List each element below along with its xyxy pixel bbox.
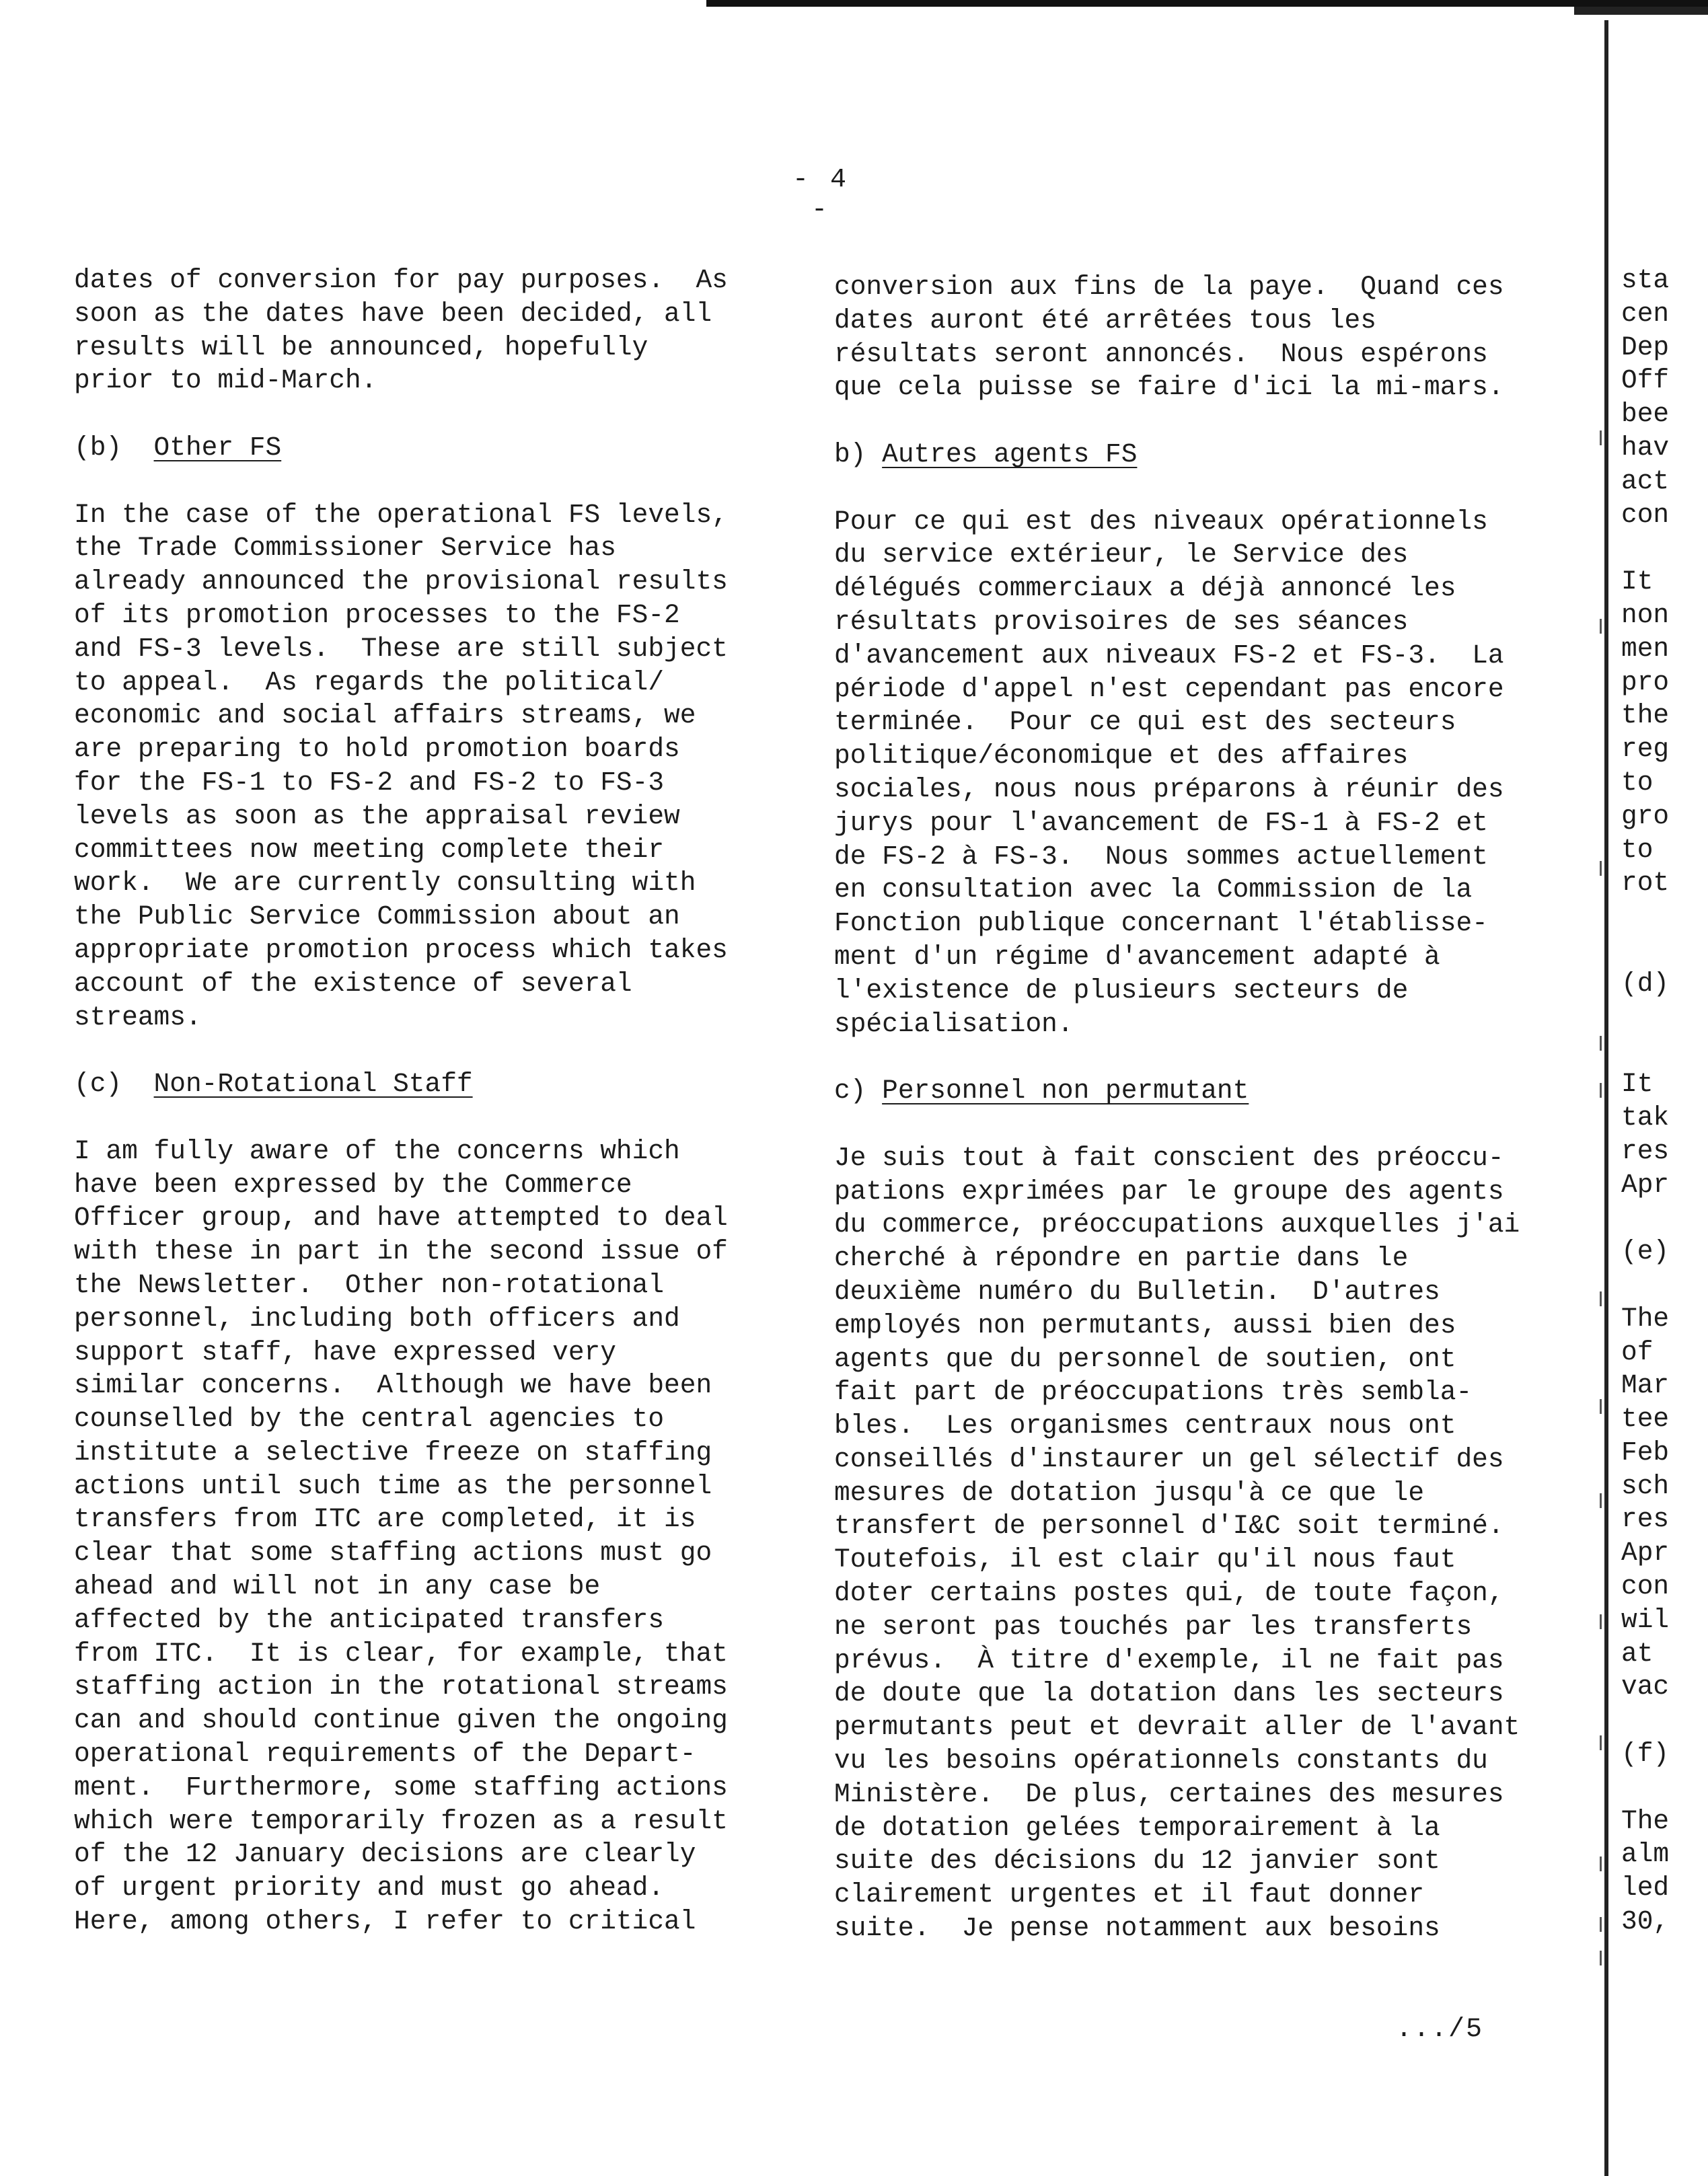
fragment-line: hav — [1621, 432, 1670, 463]
english-line: similar concerns. Although we have been — [74, 1370, 712, 1401]
french-heading-c-title: Personnel non permutant — [882, 1076, 1249, 1106]
french-column — [834, 270, 1520, 1945]
english-line: operational requirements of the Depart- — [74, 1739, 696, 1770]
english-heading-b — [74, 431, 728, 465]
french-line: permutants peut et devrait aller de l'avant — [834, 1712, 1520, 1743]
fragment-line: tee — [1621, 1404, 1670, 1435]
continuation-marker: .../5 — [1396, 2015, 1484, 2045]
fragment-line: res — [1621, 1504, 1670, 1535]
english-line: are preparing to hold promotion boards — [74, 734, 680, 765]
fragment-line — [1621, 1269, 1708, 1302]
french-line: conversion aux fins de la paye. Quand ces — [834, 272, 1504, 302]
fragment-line: act — [1621, 465, 1670, 496]
fragment-line: Dep — [1621, 332, 1670, 363]
french-line: clairement urgentes et il faut donner — [834, 1879, 1425, 1910]
english-heading-b-label: (b) — [74, 432, 122, 463]
french-line: Je suis tout à fait conscient des préoccu- — [834, 1142, 1504, 1173]
english-line: the Trade Commissioner Service has — [74, 533, 616, 564]
fragment-line: (e) — [1621, 1236, 1670, 1267]
french-line: agents que du personnel de soutien, ont — [834, 1343, 1456, 1374]
french-line: politique/économique et des affaires — [834, 741, 1409, 772]
french-line: dates auront été arrêtées tous les — [834, 305, 1376, 336]
french-line: d'avancement aux niveaux FS-2 et FS-3. La — [834, 640, 1504, 671]
fragment-line: reg — [1621, 734, 1670, 765]
english-line: appropriate promotion process which takes — [74, 934, 728, 965]
right-page-fragment-column — [1621, 264, 1708, 1939]
fragment-line: Mar — [1621, 1370, 1670, 1401]
fragment-line: (d) — [1621, 968, 1670, 999]
fragment-line: sch — [1621, 1470, 1670, 1501]
english-line: work. We are currently consulting with — [74, 868, 696, 899]
fragment-line: at — [1621, 1638, 1654, 1669]
english-line: Officer group, and have attempted to deal — [74, 1203, 728, 1234]
fragment-line: of — [1621, 1337, 1654, 1367]
english-line — [74, 465, 728, 498]
french-line: employés non permutants, aussi bien des — [834, 1310, 1456, 1341]
french-line: l'existence de plusieurs secteurs de — [834, 975, 1409, 1006]
english-heading-c-label: (c) — [74, 1069, 122, 1100]
english-line: institute a selective freeze on staffing — [74, 1437, 712, 1468]
english-line: of its promotion processes to the FS-2 — [74, 599, 680, 630]
french-line: Fonction publique concernant l'établisse- — [834, 908, 1488, 939]
fragment-line: The — [1621, 1805, 1670, 1836]
french-line: pations exprimées par le groupe des agents — [834, 1176, 1504, 1207]
fragment-line: The — [1621, 1303, 1670, 1334]
fragment-line: non — [1621, 599, 1670, 630]
english-heading-c — [74, 1067, 728, 1101]
french-line: prévus. À titre d'exemple, il ne fait pas — [834, 1645, 1504, 1676]
english-column — [74, 264, 728, 1939]
english-line: for the FS-1 to FS-2 and FS-2 to FS-3 — [74, 767, 665, 798]
english-line — [74, 398, 728, 431]
french-line: suite des décisions du 12 janvier sont — [834, 1846, 1440, 1877]
french-line: bles. Les organismes centraux nous ont — [834, 1411, 1456, 1441]
french-line: Pour ce qui est des niveaux opérationnels — [834, 506, 1488, 537]
french-heading-b — [834, 438, 1520, 472]
english-line: the Newsletter. Other non-rotational — [74, 1269, 665, 1300]
french-line: du commerce, préoccupations auxquelles j'ai — [834, 1209, 1520, 1240]
french-line: du service extérieur, le Service des — [834, 539, 1409, 570]
french-line: Toutefois, il est clair qu'il nous faut — [834, 1544, 1456, 1575]
english-line: already announced the provisional results — [74, 566, 728, 597]
french-line: Ministère. De plus, certaines des mesures — [834, 1778, 1504, 1809]
fragment-line — [1621, 1001, 1708, 1035]
english-line: which were temporarily frozen as a result — [74, 1805, 728, 1836]
english-line: In the case of the operational FS levels, — [74, 499, 728, 530]
french-line: ment d'un régime d'avancement adapté à — [834, 941, 1440, 972]
fragment-line: led — [1621, 1873, 1670, 1904]
english-line: and FS-3 levels. These are still subject — [74, 633, 728, 664]
fragment-line — [1621, 531, 1708, 565]
french-line: mesures de dotation jusqu'à ce que le — [834, 1477, 1425, 1508]
fragment-line: pro — [1621, 667, 1670, 698]
page-fold-line — [1604, 20, 1608, 2176]
french-line: jurys pour l'avancement de FS-1 à FS-2 et — [834, 807, 1488, 838]
french-heading-b-label: b) — [834, 439, 866, 470]
scan-edge-marks — [1600, 0, 1602, 2176]
english-line: affected by the anticipated transfers — [74, 1604, 665, 1635]
fragment-line: the — [1621, 700, 1670, 731]
english-line: staffing action in the rotational streams — [74, 1672, 728, 1702]
english-line: transfers from ITC are completed, it is — [74, 1504, 696, 1535]
french-line: résultats provisoires de ses séances — [834, 606, 1409, 637]
english-line: economic and social affairs streams, we — [74, 700, 696, 731]
fragment-line: 30, — [1621, 1906, 1670, 1937]
french-line: spécialisation. — [834, 1008, 1074, 1039]
fragment-line — [1621, 1704, 1708, 1737]
fragment-line: tak — [1621, 1102, 1670, 1133]
english-line: ahead and will not in any case be — [74, 1571, 601, 1602]
fragment-line — [1621, 1034, 1708, 1067]
english-line: clear that some staffing actions must go — [74, 1538, 712, 1569]
french-line: terminée. Pour ce qui est des secteurs — [834, 707, 1456, 738]
english-line: results will be announced, hopefully — [74, 332, 648, 363]
fragment-line — [1621, 1771, 1708, 1805]
fragment-line: Off — [1621, 365, 1670, 396]
fragment-line: alm — [1621, 1839, 1670, 1870]
french-line: fait part de préoccupations très sembla- — [834, 1377, 1473, 1408]
english-line: can and should continue given the ongoing — [74, 1705, 728, 1736]
english-line: the Public Service Commission about an — [74, 901, 680, 932]
fragment-line: con — [1621, 499, 1670, 530]
english-line: have been expressed by the Commerce — [74, 1169, 632, 1200]
fragment-line: cen — [1621, 298, 1670, 329]
french-line: suite. Je pense notamment aux besoins — [834, 1913, 1440, 1944]
english-line — [74, 1034, 728, 1067]
english-heading-c-title: Non-Rotational Staff — [153, 1069, 473, 1100]
english-line: Here, among others, I refer to critical — [74, 1906, 696, 1937]
fragment-line — [1621, 900, 1708, 934]
english-line: of the 12 January decisions are clearly — [74, 1839, 696, 1870]
fragment-line: con — [1621, 1571, 1670, 1602]
fragment-line: wil — [1621, 1604, 1670, 1635]
french-line: doter certains postes qui, de toute façon, — [834, 1578, 1504, 1609]
french-heading-c — [834, 1074, 1520, 1108]
fragment-line: Apr — [1621, 1538, 1670, 1569]
english-line: support staff, have expressed very — [74, 1337, 616, 1367]
fragment-line: sta — [1621, 265, 1670, 295]
english-line — [74, 1101, 728, 1135]
english-line: prior to mid-March. — [74, 365, 377, 396]
english-line: personnel, including both officers and — [74, 1303, 680, 1334]
fragment-line: Apr — [1621, 1169, 1670, 1200]
top-scan-border — [706, 0, 1708, 7]
french-line — [834, 404, 1520, 438]
french-line: en consultation avec la Commission de la — [834, 874, 1473, 905]
english-heading-b-title: Other FS — [153, 432, 282, 463]
english-line: levels as soon as the appraisal review — [74, 800, 680, 831]
french-line: vu les besoins opérationnels constants du — [834, 1746, 1488, 1776]
french-line: conseillés d'instaurer un gel sélectif des — [834, 1443, 1504, 1474]
french-line: résultats seront annoncés. Nous espérons — [834, 338, 1488, 369]
english-line: I am fully aware of the concerns which — [74, 1135, 680, 1166]
fragment-line: It — [1621, 1069, 1654, 1100]
fragment-line — [1621, 934, 1708, 967]
french-line: période d'appel n'est cependant pas encore — [834, 673, 1504, 704]
fragment-line: It — [1621, 566, 1654, 597]
fragment-line: bee — [1621, 399, 1670, 430]
french-line: de doute que la dotation dans les secteurs — [834, 1678, 1504, 1709]
fragment-line: res — [1621, 1135, 1670, 1166]
fragment-line: vac — [1621, 1672, 1670, 1702]
english-line: soon as the dates have been decided, all — [74, 298, 712, 329]
french-heading-c-label: c) — [834, 1076, 866, 1106]
english-line: streams. — [74, 1002, 202, 1033]
fragment-line — [1621, 1201, 1708, 1235]
fragment-line: gro — [1621, 800, 1670, 831]
english-line: ment. Furthermore, some staffing actions — [74, 1772, 728, 1803]
english-line: to appeal. As regards the political/ — [74, 667, 665, 698]
french-line: de dotation gelées temporairement à la — [834, 1812, 1440, 1843]
fragment-line: to — [1621, 767, 1654, 798]
fragment-line: to — [1621, 834, 1654, 865]
french-heading-b-title: Autres agents FS — [882, 439, 1138, 470]
fragment-line: (f) — [1621, 1739, 1670, 1770]
french-line: sociales, nous nous préparons à réunir des — [834, 774, 1504, 804]
french-line: cherché à répondre en partie dans le — [834, 1243, 1409, 1274]
top-right-scan-border — [1574, 0, 1708, 27]
english-line: committees now meeting complete their — [74, 834, 665, 865]
french-line — [834, 472, 1520, 505]
french-line — [834, 1108, 1520, 1141]
french-line: deuxième numéro du Bulletin. D'autres — [834, 1276, 1440, 1307]
english-line: from ITC. It is clear, for example, that — [74, 1638, 728, 1669]
english-line: with these in part in the second issue of — [74, 1236, 728, 1267]
page-number: - 4 - — [792, 165, 849, 225]
fragment-line: Feb — [1621, 1437, 1670, 1468]
english-line: of urgent priority and must go ahead. — [74, 1873, 665, 1904]
english-line: dates of conversion for pay purposes. As — [74, 265, 728, 295]
french-line: ne seront pas touchés par les transferts — [834, 1611, 1473, 1642]
english-line: counselled by the central agencies to — [74, 1404, 665, 1435]
french-line: transfert de personnel d'I&C soit terminé. — [834, 1511, 1504, 1542]
fragment-line: men — [1621, 633, 1670, 664]
english-line: actions until such time as the personnel — [74, 1470, 712, 1501]
fragment-line: rot — [1621, 868, 1670, 899]
french-line — [834, 1041, 1520, 1074]
english-line: account of the existence of several — [74, 968, 632, 999]
french-line: de FS-2 à FS-3. Nous sommes actuellement — [834, 841, 1488, 872]
french-line: que cela puisse se faire d'ici la mi-mars. — [834, 372, 1504, 403]
french-line: délégués commerciaux a déjà annoncé les — [834, 573, 1456, 604]
